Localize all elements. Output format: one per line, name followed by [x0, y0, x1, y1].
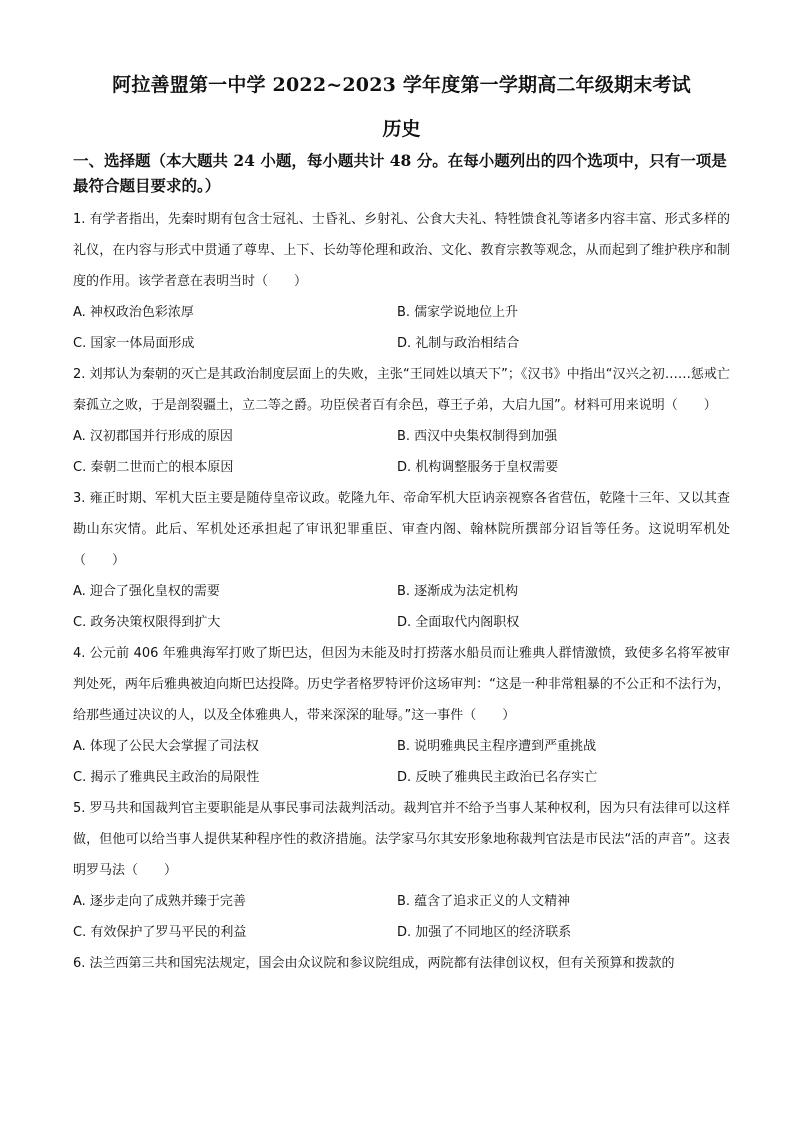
option-a: A. 汉初郡国并行形成的原因	[73, 429, 233, 444]
option-b: B. 蕴含了追求正义的人文精神	[397, 894, 571, 909]
question-options	[73, 731, 730, 793]
option-c: C. 政务决策权限得到扩大	[73, 615, 221, 630]
option-d: D. 加强了不同地区的经济联系	[397, 925, 572, 940]
question-1	[73, 204, 730, 359]
question-stem: 3. 雍正时期、军机大臣主要是随侍皇帝议政。乾隆九年、帝命军机大臣讷亲视察各省营伍，乾隆十三年、又以其查勘山东灾情。此后、军机处还承担起了审讯犯罪重臣、审查内阁、翰林院所撰部分诏旨等任务。这说明军机处（ ）	[73, 491, 730, 568]
subject-title: 历史	[382, 118, 421, 140]
question-stem: 6. 法兰西第三共和国宪法规定，国会由众议院和参议院组成，两院都有法律创议权，但有关预算和拨款的	[73, 956, 675, 971]
option-c: C. 国家一体局面形成	[73, 336, 195, 351]
question-3	[73, 483, 730, 638]
question-stem: 1. 有学者指出，先秦时期有包含士冠礼、士昏礼、乡射礼、公食大夫礼、特牲馈食礼等诸多内容丰富、形式多样的礼仪，在内容与形式中贯通了尊卑、上下、长幼等伦理和政治、文化、教育宗教等观念，从而起到了维护秩序和制度的作用。该学者意在表明当时（ ）	[73, 212, 730, 289]
option-a: A. 体现了公民大会掌握了司法权	[73, 739, 259, 754]
option-d: D. 机构调整服务于皇权需要	[397, 460, 559, 475]
question-options	[73, 576, 730, 638]
option-b: B. 说明雅典民主程序遭到严重挑战	[397, 739, 597, 754]
option-d: D. 反映了雅典民主政治已名存实亡	[397, 770, 598, 785]
question-stem: 5. 罗马共和国裁判官主要职能是从事民事司法裁判活动。裁判官并不给予当事人某种权利，因为只有法律可以这样做，但他可以给当事人提供某种程序性的救济措施。法学家马尔其安形象地称裁判官法是市民法“活的声音”。这表明罗马法（ ）	[73, 801, 730, 878]
option-b: B. 逐渐成为法定机构	[397, 584, 519, 599]
option-b: B. 西汉中央集权制得到加强	[397, 429, 558, 444]
option-c: C. 秦朝二世而亡的根本原因	[73, 460, 234, 475]
option-a: A. 神权政治色彩浓厚	[73, 305, 194, 320]
question-2	[73, 359, 730, 483]
option-c: C. 有效保护了罗马平民的利益	[73, 925, 247, 940]
question-6	[73, 948, 730, 979]
option-a: A. 逐步走向了成熟并臻于完善	[73, 894, 246, 909]
question-options	[73, 421, 730, 483]
option-a: A. 迎合了强化皇权的需要	[73, 584, 220, 599]
question-stem: 4. 公元前 406 年雅典海军打败了斯巴达，但因为未能及时打捞落水船员而让雅典人群情激愤，致使多名将军被审判处死，两年后雅典被迫向斯巴达投降。历史学者格罗特评价这场审判：“这是一种非常粗暴的不公正和不法行为，给那些通过决议的人，以及全体雅典人，带来深深的耻辱。”这一事件（ ）	[73, 646, 730, 723]
question-stem: 2. 刘邦认为秦朝的灭亡是其政治制度层面上的失败，主张“王同姓以填天下”；《汉书》中指出“汉兴之初……惩戒亡秦孤立之败，于是剖裂疆土，立二等之爵。功臣侯者百有余邑，尊王子弟，大启九国”。材料可用来说明（ ）	[73, 367, 730, 413]
option-c: C. 揭示了雅典民主政治的局限性	[73, 770, 260, 785]
question-options	[73, 886, 730, 948]
exam-title: 阿拉善盟第一中学 2022~2023 学年度第一学期高二年级期末考试	[112, 74, 691, 96]
option-b: B. 儒家学说地位上升	[397, 305, 519, 320]
question-5	[73, 793, 730, 948]
question-4	[73, 638, 730, 793]
option-d: D. 全面取代内阁职权	[397, 615, 520, 630]
section-heading: 一、选择题（本大题共 24 小题，每小题共计 48 分。在每小题列出的四个选项中，只有一项是最符合题目要求的。）	[73, 151, 727, 195]
question-options	[73, 297, 730, 359]
option-d: D. 礼制与政治相结合	[397, 336, 520, 351]
